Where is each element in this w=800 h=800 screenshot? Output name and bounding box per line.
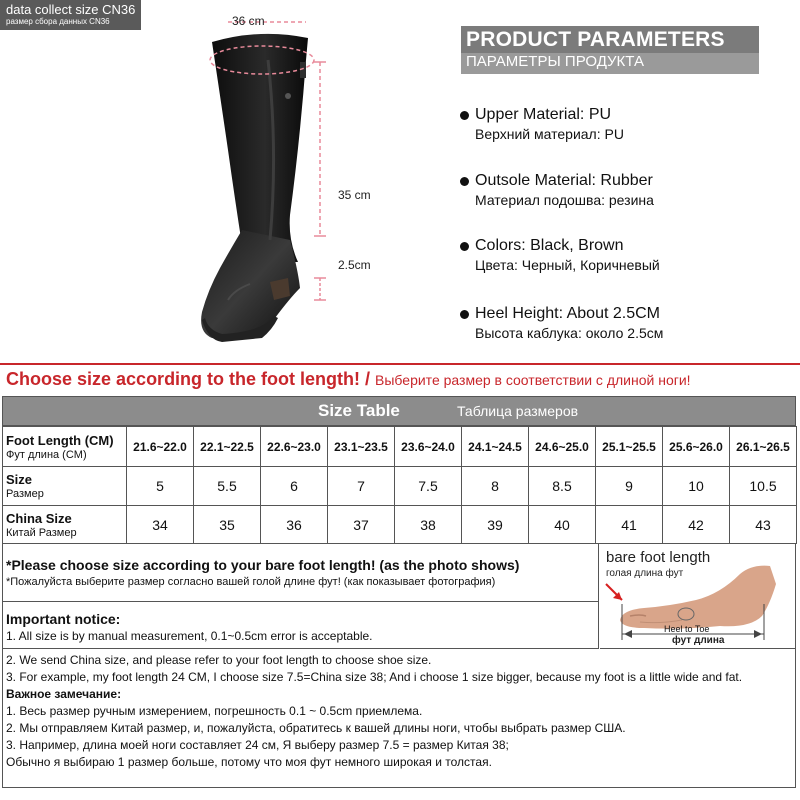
banner-separator: / [360,369,376,389]
table-cell: 22.6~23.0 [261,427,328,467]
height-dimension: 35 cm [338,188,371,202]
notes-lines [6,652,796,771]
note-line: 2. Мы отправляем Китай размер, и, пожалуйста, обратитесь к вашей длины ноги, чтобы выбрать размер США. [6,721,626,735]
table-cell: 35 [194,506,261,544]
table-cell: 24.1~24.5 [462,427,529,467]
bare-foot-illustration [600,544,796,649]
note-line: 3. Например, длина моей ноги составляет 24 см, Я выберу размер 7.5 = размер Китая 38; [6,738,509,752]
banner-divider [0,363,800,365]
table-cell: 37 [328,506,395,544]
table-cell: 41 [596,506,663,544]
table-cell: 40 [529,506,596,544]
row-label-en: Foot Length (CM) [6,432,114,448]
size-table [2,426,797,544]
table-cell: 43 [730,506,797,544]
banner-en: Choose size according to the foot length! [6,369,361,389]
size-banner [6,369,691,390]
row-label [3,467,127,506]
param-colors [460,237,660,273]
note-line: 3. For example, my foot length 24 CM, I choose size 7.5=China size 38; And i choose 1 size bigger, because my foot is a little wide and fat. [6,670,743,684]
table-cell: 34 [127,506,194,544]
row-label-ru: Фут длина (CM) [6,448,87,461]
note-line: Обычно я выбираю 1 размер больше, потому что моя фут немного широкая и толстая. [6,755,492,769]
table-cell: 22.1~22.5 [194,427,261,467]
table-cell: 5 [127,467,194,506]
important-notice-line1: 1. All size is by manual measurement, 0.1~0.5cm error is acceptable. [6,629,373,643]
bare-foot-note-ru: *Пожалуйста выберите размер согласно вашей голой длине фут! (как показывает фотография) [6,576,496,588]
param-ru: Верхний материал: PU [475,126,624,142]
heel-to-toe-label: Heel to Toe [664,624,710,634]
table-cell: 9 [596,467,663,506]
size-table-header [2,396,796,426]
tag-line-ru: размер сбора данных CN36 [6,17,110,26]
row-label [3,506,127,544]
param-en: Outsole Material: Rubber [475,172,653,189]
note-line-heading: Важное замечание: [6,687,122,701]
param-outsole-material [460,172,654,208]
bare-foot-note [3,544,599,602]
param-heel-height [460,305,663,341]
important-notice [3,602,599,649]
bare-foot-note-en: *Please choose size according to your bare foot length! (as the photo shows) [6,557,520,573]
table-row-china-size [3,506,797,544]
table-cell: 8 [462,467,529,506]
note-line: 2. We send China size, and please refer to your foot length to choose shoe size. [6,653,432,667]
table-cell: 10.5 [730,467,797,506]
table-cell: 7 [328,467,395,506]
heel-to-toe-ru-label: фут длина [672,635,725,646]
important-notice-heading: Important notice: [6,611,121,627]
table-cell: 23.6~24.0 [395,427,462,467]
row-label-en: Size [6,472,33,487]
param-en: Heel Height: About 2.5CM [475,305,660,322]
table-cell: 7.5 [395,467,462,506]
bullet-icon [460,177,469,186]
table-cell: 23.1~23.5 [328,427,395,467]
table-cell: 39 [462,506,529,544]
table-cell: 24.6~25.0 [529,427,596,467]
table-cell: 26.1~26.5 [730,427,797,467]
table-cell: 10 [663,467,730,506]
table-cell: 42 [663,506,730,544]
table-row-size [3,467,797,506]
table-cell: 38 [395,506,462,544]
size-table-title-en: Size Table [318,401,400,420]
row-label-ru: Китай Размер [6,526,77,539]
size-table-title-ru: Таблица размеров [457,403,579,419]
data-collect-tag [0,0,141,30]
table-cell: 21.6~22.0 [127,427,194,467]
table-cell: 25.1~25.5 [596,427,663,467]
notes-section [2,543,796,788]
row-label-ru: Размер [6,488,44,500]
table-cell: 25.6~26.0 [663,427,730,467]
param-en: Colors: Black, Brown [475,237,624,254]
heel-dimension: 2.5cm [338,258,371,272]
product-parameters-header [461,26,759,74]
param-ru: Высота каблука: около 2.5см [475,325,664,341]
table-row-foot-length [3,427,797,467]
params-title-en: PRODUCT PARAMETERS [466,28,725,51]
table-cell: 8.5 [529,467,596,506]
param-ru: Цвета: Черный, Коричневый [475,257,660,273]
row-label [3,427,127,467]
boot-image [150,0,400,350]
tag-line-en: data collect size CN36 [6,2,136,17]
bullet-icon [460,111,469,120]
param-upper-material [460,106,624,142]
table-cell: 36 [261,506,328,544]
foot-image-title-en: bare foot length [606,549,711,566]
row-label-en: China Size [6,510,72,526]
banner-ru: Выберите размер в соответствии с длиной ноги! [375,372,691,388]
table-cell: 6 [261,467,328,506]
table-cell: 5.5 [194,467,261,506]
param-en: Upper Material: PU [475,106,612,123]
width-dimension: 36 cm [232,14,265,28]
note-line: 1. Весь размер ручным измерением, погрешность 0.1 ~ 0.5cm приемлема. [6,704,423,718]
params-title-ru: ПАРАМЕТРЫ ПРОДУКТА [461,53,759,74]
bullet-icon [460,310,469,319]
param-ru: Материал подошва: резина [475,192,654,208]
bullet-icon [460,242,469,251]
boot-illustration [150,0,400,350]
foot-image-title-ru: голая длина фут [606,568,684,579]
